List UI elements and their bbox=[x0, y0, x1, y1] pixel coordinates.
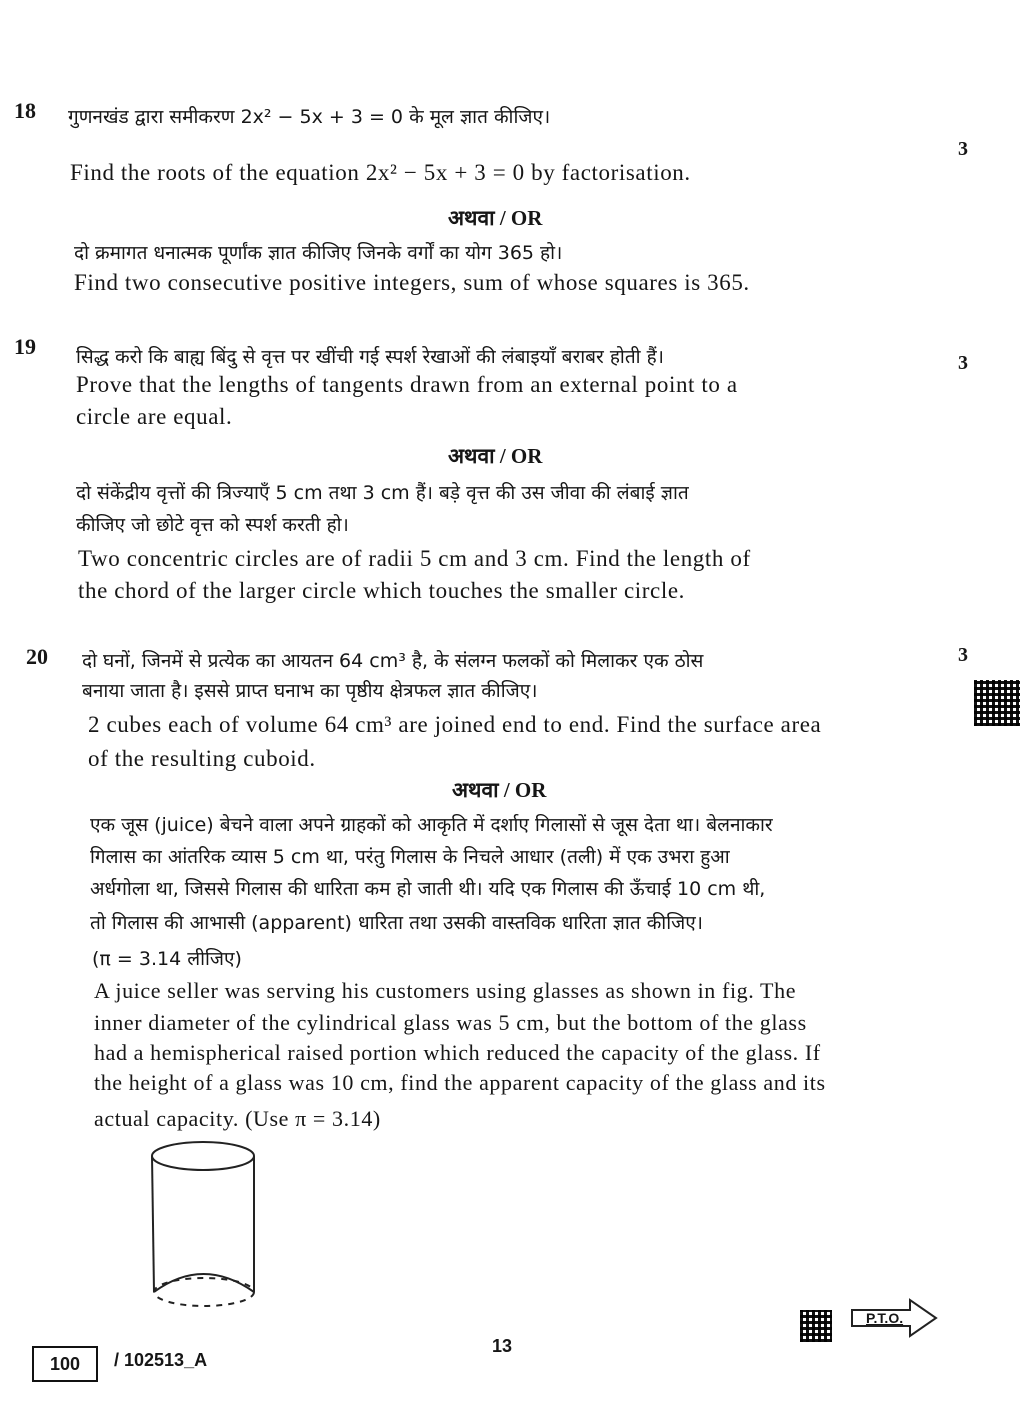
glass-figure bbox=[140, 1136, 270, 1326]
q19-hindi-line-1: सिद्ध करो कि बाह्य बिंदु से वृत्त पर खींची गई स्पर्श रेखाओं की लंबाइयाँ बराबर होती हैं। bbox=[76, 346, 664, 368]
q19-or-label: अथवा / OR bbox=[448, 444, 543, 468]
footer-box-number: 100 bbox=[32, 1346, 98, 1382]
footer-qr-code-icon bbox=[800, 1310, 832, 1342]
q18-hindi-line-1: गुणनखंड द्वारा समीकरण 2x² − 5x + 3 = 0 के मूल ज्ञात कीजिए। bbox=[68, 106, 551, 128]
pto-label: P.T.O. bbox=[866, 1310, 904, 1326]
q18-alt-english-line-1: Find two consecutive positive integers, sum of whose squares is 365. bbox=[74, 270, 750, 295]
q20-alt-hindi-line-3: अर्धगोला था, जिससे गिलास की धारिता कम हो जाती थी। यदि एक गिलास की ऊँचाई 10 cm थी, bbox=[90, 878, 766, 900]
glass-hemisphere bbox=[154, 1274, 254, 1292]
q20-alt-hindi-line-1: एक जूस (juice) बेचने वाला अपने ग्राहकों को आकृति में दर्शाए गिलासों से जूस देता था। बेलनाकार bbox=[90, 814, 773, 836]
pto-arrow bbox=[848, 1296, 940, 1344]
question-18-number: 18 bbox=[14, 98, 36, 123]
q20-alt-english-line-4: the height of a glass was 10 cm, find the apparent capacity of the glass and its bbox=[94, 1070, 826, 1095]
question-20-marks: 3 bbox=[958, 644, 968, 666]
q20-alt-hindi-line-2: गिलास का आंतरिक व्यास 5 cm था, परंतु गिलास के निचले आधार (तली) में एक उभरा हुआ bbox=[90, 846, 730, 868]
q20-english-line-2: of the resulting cuboid. bbox=[88, 746, 316, 771]
q18-or-label: अथवा / OR bbox=[448, 206, 543, 230]
q20-alt-english-line-5: actual capacity. (Use π = 3.14) bbox=[94, 1106, 381, 1131]
question-19-number: 19 bbox=[14, 334, 36, 359]
question-19-marks: 3 bbox=[958, 352, 968, 374]
q19-alt-hindi-line-2: कीजिए जो छोटे वृत्त को स्पर्श करती हो। bbox=[76, 514, 349, 536]
q19-alt-english-line-2: the chord of the larger circle which touches the smaller circle. bbox=[78, 578, 685, 603]
q20-hindi-line-1: दो घनों, जिनमें से प्रत्येक का आयतन 64 cm³ है, के संलग्न फलकों को मिलाकर एक ठोस bbox=[82, 650, 704, 672]
q20-alt-hindi-line-4: तो गिलास की आभासी (apparent) धारिता तथा उसकी वास्तविक धारिता ज्ञात कीजिए। bbox=[90, 912, 703, 934]
q20-english-line-1: 2 cubes each of volume 64 cm³ are joined end to end. Find the surface area bbox=[88, 712, 822, 737]
q18-alt-hindi-line-1: दो क्रमागत धनात्मक पूर्णांक ज्ञात कीजिए जिनके वर्गों का योग 365 हो। bbox=[74, 242, 563, 264]
question-20-number: 20 bbox=[26, 644, 48, 669]
q20-alt-hindi-line-5: (π = 3.14 लीजिए) bbox=[92, 948, 242, 970]
qr-code-icon bbox=[974, 680, 1020, 726]
q20-or-label: अथवा / OR bbox=[452, 778, 547, 802]
q18-english-line-1: Find the roots of the equation 2x² − 5x + 3 = 0 by factorisation. bbox=[70, 160, 691, 185]
q20-alt-english-line-2: inner diameter of the cylindrical glass was 5 cm, but the bottom of the glass bbox=[94, 1010, 807, 1035]
q19-english-line-1: Prove that the lengths of tangents drawn from an external point to a bbox=[76, 372, 738, 397]
page-number: 13 bbox=[492, 1336, 513, 1356]
glass-rim bbox=[152, 1142, 254, 1170]
footer-paper-code: / 102513_A bbox=[114, 1350, 208, 1370]
glass-left-wall bbox=[152, 1156, 154, 1292]
question-18-marks: 3 bbox=[958, 138, 968, 160]
q19-alt-english-line-1: Two concentric circles are of radii 5 cm and 3 cm. Find the length of bbox=[78, 546, 751, 571]
q19-alt-hindi-line-1: दो संकेंद्रीय वृत्तों की त्रिज्याएँ 5 cm तथा 3 cm हैं। बड़े वृत्त की उस जीवा की लंबाई ज्ञात bbox=[76, 482, 689, 504]
q20-alt-english-line-3: had a hemispherical raised portion which reduced the capacity of the glass. If bbox=[94, 1040, 821, 1065]
q20-alt-english-line-1: A juice seller was serving his customers using glasses as shown in fig. The bbox=[94, 978, 797, 1003]
q20-hindi-line-2: बनाया जाता है। इससे प्राप्त घनाभ का पृष्ठीय क्षेत्रफल ज्ञात कीजिए। bbox=[82, 680, 538, 702]
q19-english-line-2: circle are equal. bbox=[76, 404, 233, 429]
